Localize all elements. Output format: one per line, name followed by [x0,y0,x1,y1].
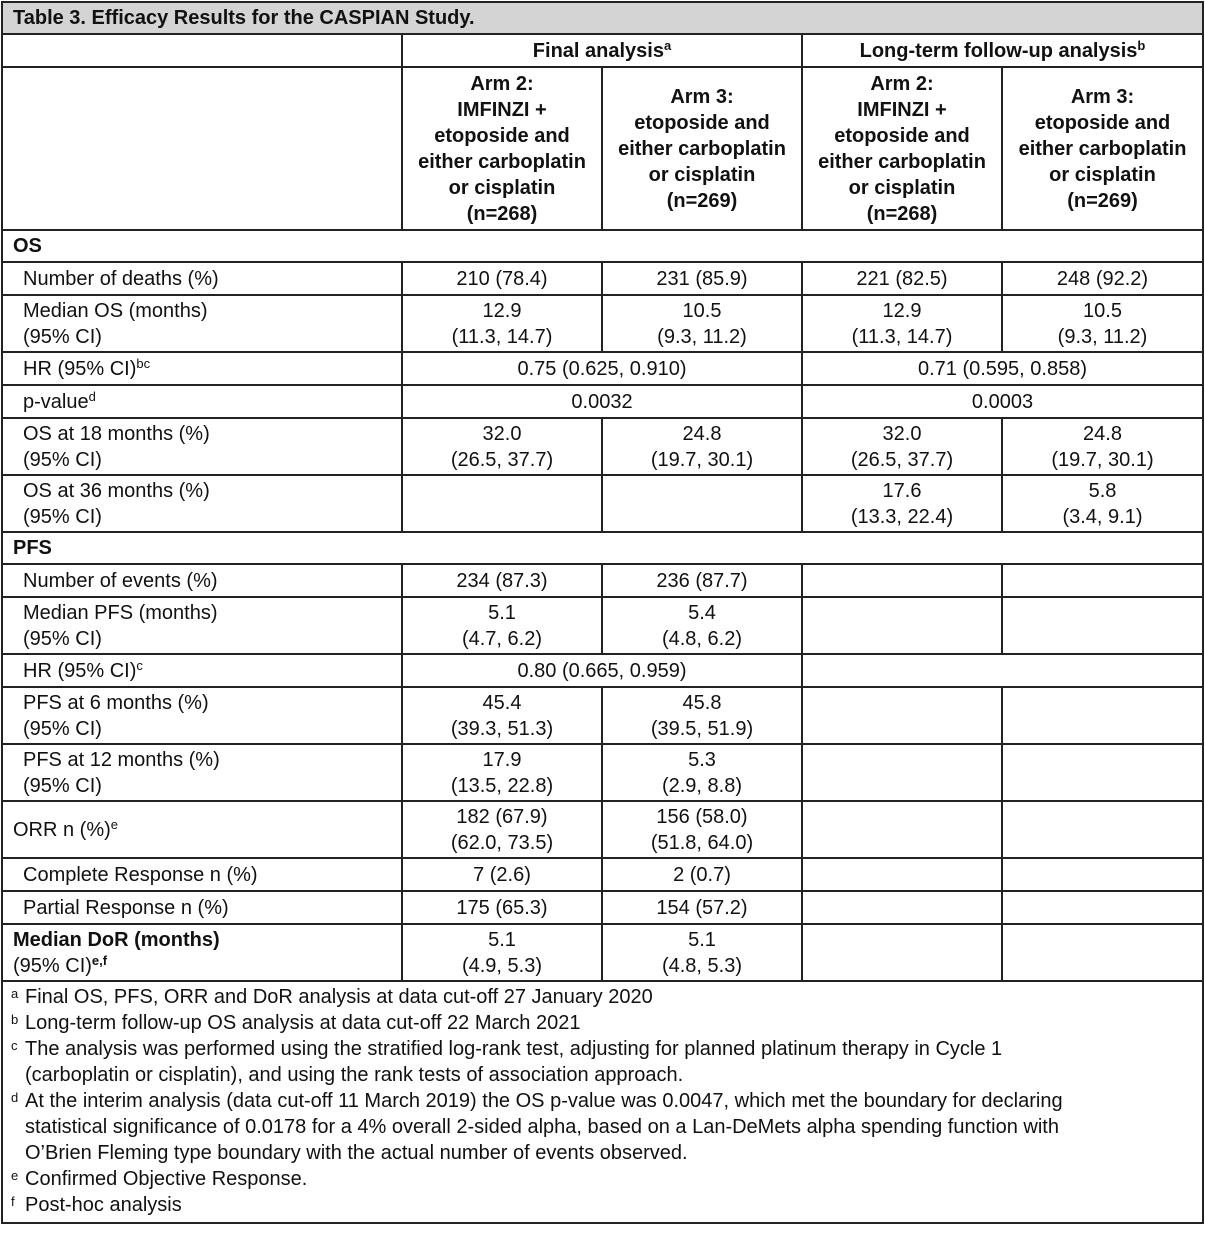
table-row [2,801,1203,858]
final-analysis-header: Final analysis$^a$ [402,34,802,67]
footnote-mark: f [11,1194,15,1209]
footnote-mark: b [11,1012,19,1027]
table-cell: 2 (0.7) [602,858,802,891]
table-cell: 210 (78.4) [402,262,602,295]
row-label: Median PFS (months) (95% CI) [2,597,402,654]
row-label: p-value$^d$ [2,385,402,418]
table-row [2,858,1203,891]
empty-label-cell [2,67,402,230]
arm-header-line: or cisplatin [1049,163,1156,186]
table-cell: 231 (85.9) [602,262,802,295]
table-cell: 12.9 (11.3, 14.7) [402,295,602,352]
os-section-header: OS [2,230,1203,262]
empty-cell [1002,564,1203,597]
footnote [11,1010,1194,1036]
row-label: Median DoR (months) (95% CI)$^{e,f}$ [2,924,402,981]
empty-cell [1002,597,1203,654]
table-cell: 45.8 (39.5, 51.9) [602,687,802,744]
table-row [2,564,1203,597]
table-title: Table 3. Efficacy Results for the CASPIAN Study. [2,2,1203,34]
footnote-line: Long-term follow-up OS analysis at data cut-off 22 March 2021 [25,1012,581,1034]
empty-cell [1002,801,1203,858]
row-label: PFS at 6 months (%) (95% CI) [2,687,402,744]
empty-cell [402,475,602,532]
arm-header-line: (n=268) [466,202,538,225]
arm-header-line: IMFINZI + [857,98,947,121]
arm-header-line: etoposide and [434,124,570,147]
table-cell: 175 (65.3) [402,891,602,924]
table-cell: 234 (87.3) [402,564,602,597]
table-cell: 221 (82.5) [802,262,1002,295]
row-label: PFS at 12 months (%) (95% CI) [2,744,402,801]
table-row [2,744,1203,801]
table-row [2,295,1203,352]
empty-cell [802,744,1002,801]
table-cell: 0.75 (0.625, 0.910) [402,352,802,385]
table-cell: 12.9 (11.3, 14.7) [802,295,1002,352]
table-cell: 156 (58.0) (51.8, 64.0) [602,801,802,858]
table-cell: 248 (92.2) [1002,262,1203,295]
row-label: HR (95% CI)$^c$ [2,654,402,687]
table-cell: 10.5 (9.3, 11.2) [602,295,802,352]
arm2-longterm-header [802,67,1002,230]
empty-cell [1002,858,1203,891]
table-cell: 5.1 (4.8, 5.3) [602,924,802,981]
table-row [2,924,1203,981]
row-label: Partial Response n (%) [2,891,402,924]
row-label: OS at 18 months (%) (95% CI) [2,418,402,475]
row-label: Number of events (%) [2,564,402,597]
footnote-text [25,1010,580,1036]
empty-cell [802,597,1002,654]
table-cell: 5.1 (4.9, 5.3) [402,924,602,981]
table-cell: 45.4 (39.3, 51.3) [402,687,602,744]
arm3-final-header [602,67,802,230]
efficacy-results-table [1,1,1204,1224]
footnotes [2,981,1203,1223]
table-cell: 5.1 (4.7, 6.2) [402,597,602,654]
footnote-mark: c [11,1038,18,1053]
empty-cell [802,891,1002,924]
table-row [2,654,1203,687]
arm-header-line: either carboplatin [418,150,586,173]
table-cell: 24.8 (19.7, 30.1) [602,418,802,475]
arm-header-line: Arm 3: [670,85,734,108]
arm-header-row [2,67,1203,230]
row-label: OS at 36 months (%) (95% CI) [2,475,402,532]
row-label: Number of deaths (%) [2,262,402,295]
table-row [2,597,1203,654]
table-cell: 10.5 (9.3, 11.2) [1002,295,1203,352]
table-cell: 0.80 (0.665, 0.959) [402,654,802,687]
empty-cell [602,475,802,532]
arm-header-line: or cisplatin [448,176,556,199]
table-row [2,385,1203,418]
footnotes-row [2,981,1203,1223]
table-cell: 5.4 (4.8, 6.2) [602,597,802,654]
arm-header-line: Arm 2: [870,72,934,95]
footnote-text [25,1036,1002,1088]
footnote-line: O’Brien Fleming type boundary with the actual number of events observed. [25,1142,688,1164]
table-cell: 236 (87.7) [602,564,802,597]
row-label: Complete Response n (%) [2,858,402,891]
footnote-line: Post-hoc analysis [25,1194,182,1216]
arm-header-line: etoposide and [834,124,970,147]
section-row-os [2,230,1203,262]
table-cell: 154 (57.2) [602,891,802,924]
footnote-line: At the interim analysis (data cut-off 11 March 2019) the OS p-value was 0.0047, which met the boundary for declaring [25,1090,1063,1112]
table-row [2,418,1203,475]
footnote [11,1192,1194,1218]
row-label: ORR n (%)$^e$ [2,801,402,858]
empty-cell [1002,924,1203,981]
table-cell: 17.6 (13.3, 22.4) [802,475,1002,532]
efficacy-table-container [1,1,1202,1224]
row-label: HR (95% CI)$^{bc}$ [2,352,402,385]
section-row-pfs [2,532,1203,564]
table-cell: 7 (2.6) [402,858,602,891]
pfs-section-header: PFS [2,532,1203,564]
arm-header-line: (n=269) [1067,189,1138,212]
table-row [2,352,1203,385]
arm-header-line: IMFINZI + [457,98,547,121]
longterm-analysis-header: Long-term follow-up analysis$^b$ [802,34,1203,67]
footnote [11,984,1194,1010]
table-cell: 32.0 (26.5, 37.7) [802,418,1002,475]
footnote-line: statistical significance of 0.0178 for a 4% overall 2-sided alpha, based on a Lan-DeMets alpha spending function with [25,1116,1059,1138]
footnote-text [25,1192,182,1218]
empty-cell [1002,687,1203,744]
empty-cell [802,924,1002,981]
empty-cell [1002,744,1203,801]
arm-header-line: either carboplatin [618,137,786,160]
arm-header-line: Arm 3: [1070,85,1135,108]
empty-cell [802,687,1002,744]
arm-header-line: or cisplatin [648,163,756,186]
table-row [2,891,1203,924]
footnote-line: (carboplatin or cisplatin), and using the rank tests of association approach. [25,1064,684,1086]
row-label: Median OS (months) (95% CI) [2,295,402,352]
footnote-text [25,1166,307,1192]
group-header-row [2,34,1203,67]
table-row [2,262,1203,295]
footnote-line: Final OS, PFS, ORR and DoR analysis at data cut-off 27 January 2020 [25,986,653,1008]
arm-header-line: either carboplatin [818,150,986,173]
empty-corner-cell [2,34,402,67]
table-row [2,687,1203,744]
footnote [11,1166,1194,1192]
arm-header-line: Arm 2: [470,72,534,95]
arm-header-line: etoposide and [634,111,770,134]
table-cell: 32.0 (26.5, 37.7) [402,418,602,475]
footnote [11,1088,1194,1166]
arm-header-line: (n=268) [866,202,938,225]
empty-cell [802,858,1002,891]
arm-header-line: either carboplatin [1018,137,1187,160]
footnote-mark: e [11,1168,19,1183]
empty-cell [1002,891,1203,924]
table-cell: 24.8 (19.7, 30.1) [1002,418,1203,475]
table-cell: 5.3 (2.9, 8.8) [602,744,802,801]
footnote-line: Confirmed Objective Response. [25,1168,308,1190]
footnote-text [25,1088,1063,1166]
footnote [11,1036,1194,1088]
empty-cell [802,564,1002,597]
table-cell: 17.9 (13.5, 22.8) [402,744,602,801]
footnote-text [25,984,653,1010]
table-cell: 0.0003 [802,385,1203,418]
table-cell: 182 (67.9) (62.0, 73.5) [402,801,602,858]
arm-header-line: (n=269) [666,189,738,212]
table-title-row [2,2,1203,34]
empty-cell [802,654,1203,687]
footnote-mark: a [11,986,19,1001]
empty-cell [802,801,1002,858]
arm-header-line: etoposide and [1034,111,1171,134]
arm2-final-header [402,67,602,230]
table-cell: 0.71 (0.595, 0.858) [802,352,1203,385]
table-row [2,475,1203,532]
table-cell: 0.0032 [402,385,802,418]
footnote-mark: d [11,1090,19,1105]
footnote-line: The analysis was performed using the stratified log-rank test, adjusting for planned platinum therapy in Cycle 1 [25,1038,1003,1060]
arm3-longterm-header [1002,67,1203,230]
table-cell: 5.8 (3.4, 9.1) [1002,475,1203,532]
arm-header-line: or cisplatin [848,176,956,199]
